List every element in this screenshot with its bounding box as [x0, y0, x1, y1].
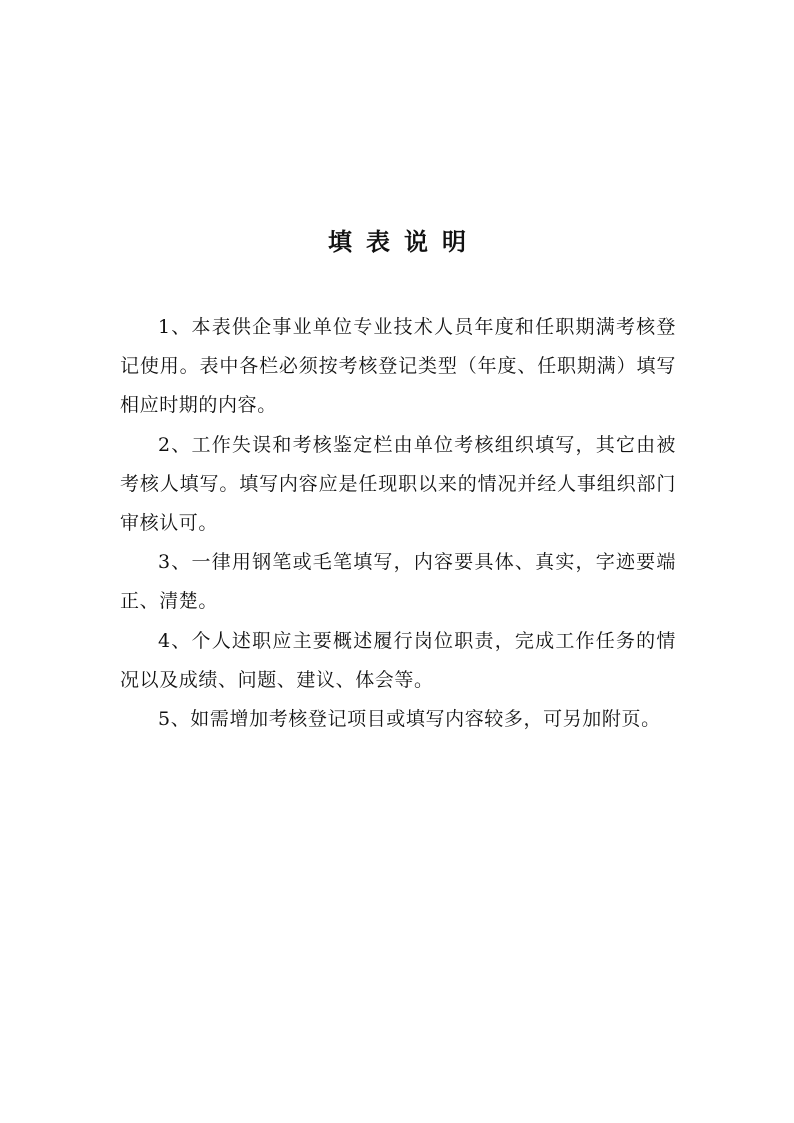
instructions-body [120, 308, 676, 739]
instruction-paragraph-3: 3、一律用钢笔或毛笔填写，内容要具体、真实，字迹要端正、清楚。 [120, 551, 676, 613]
instruction-paragraph-4: 4、个人述职应主要概述履行岗位职责，完成工作任务的情况以及成绩、问题、建议、体会等。 [120, 629, 676, 691]
instruction-paragraph-1: 1、本表供企事业单位专业技术人员年度和任职期满考核登记使用。表中各栏必须按考核登记类型（年度、任职期满）填写相应时期的内容。 [120, 316, 676, 417]
instruction-paragraph-5: 5、如需增加考核登记项目或填写内容较多，可另加附页。 [158, 708, 661, 731]
page-title: 填表说明 [328, 227, 480, 256]
instruction-paragraph-2: 2、工作失误和考核鉴定栏由单位考核组织填写，其它由被考核人填写。填写内容应是任现职以来的情况并经人事组织部门审核认可。 [120, 433, 676, 535]
